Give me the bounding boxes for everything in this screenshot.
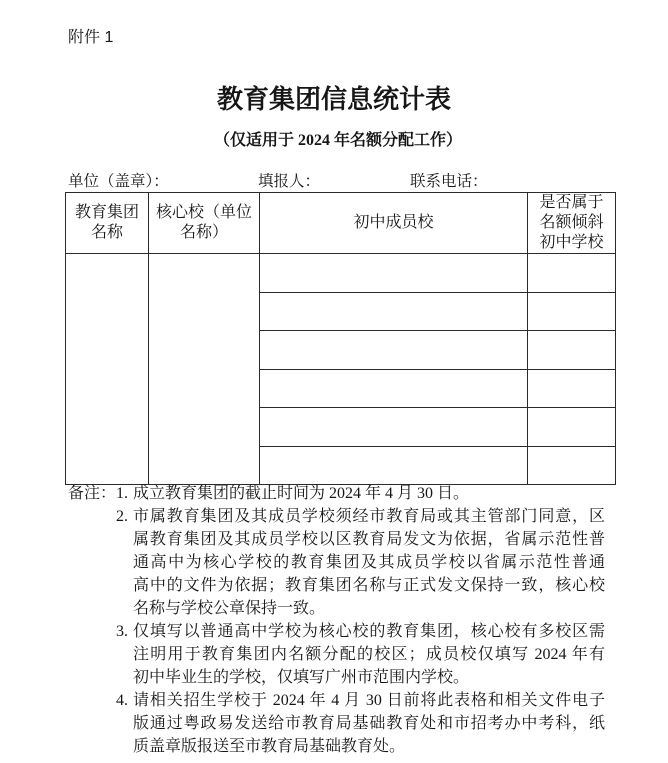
- header-member-schools: [260, 193, 528, 254]
- unit-stamp-label: 单位（盖章）：: [68, 173, 169, 190]
- form-fields-line: [0, 172, 668, 192]
- note-text: 市属教育集团及其成员学校须经市教育局或其主管部门同意，区: [133, 508, 605, 525]
- header-line: 名称: [90, 224, 123, 241]
- attachment-label: 附件 1: [68, 29, 114, 46]
- note-text: 质盖章版报送至市教育局基础教育处。: [133, 738, 406, 755]
- note-text: 通高中为核心学校的教育集团及其成员学校以省属示范性普通: [133, 554, 605, 571]
- note-item-4: [68, 689, 608, 712]
- note-continuation-line: [68, 666, 608, 689]
- document-subtitle: （仅适用于 2024 年名额分配工作）: [213, 132, 462, 149]
- note-number: 2.: [116, 508, 128, 525]
- table-cell-member-school: [260, 254, 528, 293]
- document-title: 教育集团信息统计表: [216, 85, 451, 114]
- note-continuation-line: [68, 574, 608, 597]
- note-text: 仅填写以普通高中学校为核心校的教育集团，核心校有多校区需: [133, 623, 605, 640]
- note-text: 高中的文件为依据；教育集团名称与正式发文保持一致，核心校: [133, 577, 605, 594]
- header-line: 教育集团: [74, 204, 139, 221]
- note-number: 1.: [116, 485, 128, 502]
- note-continuation-line: [68, 528, 608, 551]
- table-cell-member-school: [260, 292, 528, 331]
- table-cell-member-school: [260, 408, 528, 447]
- note-text: 请相关招生学校于 2024 年 4 月 30 日前将此表格和相关文件电子: [133, 692, 605, 709]
- note-text: 注明用于教育集团内名额分配的校区；成员校仅填写 2024 年有: [133, 646, 605, 663]
- header-line: 名称）: [179, 224, 228, 241]
- note-text: 版通过粤政易发送给市教育局基础教育处和市招考办中考科，纸: [133, 715, 605, 732]
- header-line: 名额倾斜: [539, 214, 604, 231]
- note-text: 名称与学校公章保持一致。: [133, 600, 326, 617]
- note-item-3: [68, 620, 608, 643]
- header-quota-tilted: [528, 193, 616, 254]
- note-continuation-line: [68, 643, 608, 666]
- filler-label: 填报人：: [258, 173, 321, 190]
- notes-label: 备注：: [68, 485, 117, 502]
- table-cell-group-name: [66, 254, 149, 485]
- table-cell-member-school: [260, 331, 528, 370]
- table-cell-member-school: [260, 446, 528, 485]
- table-row: [66, 254, 616, 293]
- header-line: 核心校（单位: [155, 204, 252, 221]
- header-line: 是否属于: [539, 194, 604, 211]
- contact-phone-label: 联系电话：: [410, 173, 488, 190]
- header-line: 初中成员校: [353, 214, 434, 231]
- note-number: 4.: [116, 692, 128, 709]
- notes-section: [68, 482, 608, 758]
- table-cell-quota-tilted: [528, 254, 616, 293]
- note-continuation-line: [68, 712, 608, 735]
- note-continuation-line: [68, 597, 608, 620]
- header-core-school: [149, 193, 260, 254]
- note-item-1: [68, 482, 608, 505]
- statistics-table: [65, 192, 616, 485]
- header-group-name: [66, 193, 149, 254]
- table-cell-member-school: [260, 369, 528, 408]
- header-line: 初中学校: [539, 234, 604, 251]
- note-item-2: [68, 505, 608, 528]
- table-cell-quota-tilted: [528, 446, 616, 485]
- table-cell-quota-tilted: [528, 331, 616, 370]
- table-cell-quota-tilted: [528, 408, 616, 447]
- note-continuation-line: [68, 551, 608, 574]
- table-header-row: [66, 193, 616, 254]
- note-number: 3.: [116, 623, 128, 640]
- note-continuation-line: [68, 735, 608, 758]
- note-text: 初中毕业生的学校，仅填写广州市范围内学校。: [133, 669, 470, 686]
- table-cell-core-school: [149, 254, 260, 485]
- table-cell-quota-tilted: [528, 369, 616, 408]
- table-cell-quota-tilted: [528, 292, 616, 331]
- note-text: 属教育集团及其成员学校以区教育局发文为依据，省属示范性普: [133, 531, 605, 548]
- note-text: 成立教育集团的截止时间为 2024 年 4 月 30 日。: [133, 485, 470, 502]
